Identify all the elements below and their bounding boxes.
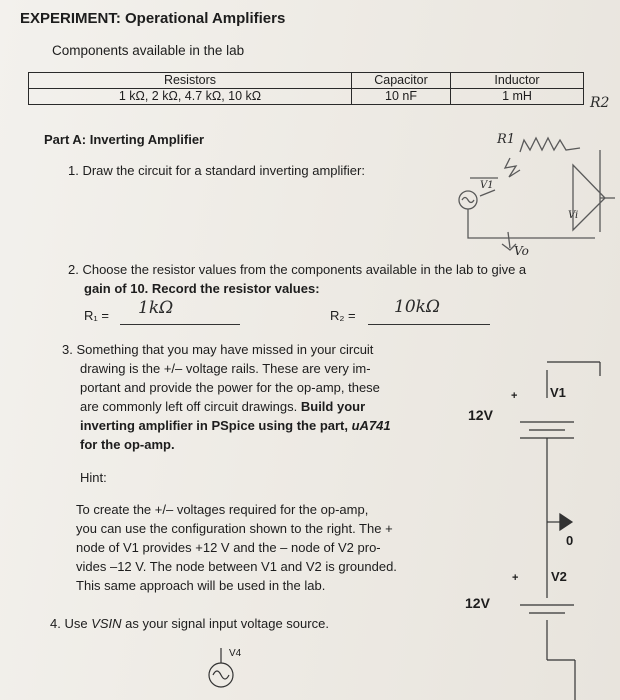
question-3-line: are commonly left off circuit drawings. Build your xyxy=(80,399,366,414)
v2-voltage: 12V xyxy=(465,595,490,611)
hint-text xyxy=(76,500,397,595)
v2-plus-sign: + xyxy=(512,572,519,584)
sketch-label-v1: V1 xyxy=(480,180,494,191)
question-3-line: 3. Something that you may have missed in your circuit xyxy=(62,342,374,357)
r2-label: R₂ = xyxy=(330,308,356,323)
sketch-label-r1: R1 xyxy=(497,132,516,147)
table-cell: 1 mH xyxy=(451,89,584,105)
sketch-label-vi: Vi xyxy=(568,210,579,221)
page-title: EXPERIMENT: Operational Amplifiers xyxy=(20,10,286,27)
hint-line: you can use the configuration shown to the right. The + xyxy=(76,521,393,536)
sketch-r1-resistor xyxy=(505,158,520,177)
question-3-bold-line: for the op-amp. xyxy=(80,437,175,452)
table-cell: 1 kΩ, 2 kΩ, 4.7 kΩ, 10 kΩ xyxy=(29,89,352,105)
r1-label: R₁ = xyxy=(84,308,109,323)
table-cell: 10 nF xyxy=(352,89,451,105)
table-header: Inductor xyxy=(451,73,584,89)
sketch-r2-resistor xyxy=(520,138,580,152)
sketch-label-vo: Vo xyxy=(514,244,529,258)
question-4: 4. Use VSIN as your signal input voltage source. xyxy=(50,616,329,631)
v1-label: V1 xyxy=(550,385,566,400)
r1-value: 1kΩ xyxy=(138,298,174,318)
sine-wave-icon xyxy=(213,671,229,679)
question-3-line: drawing is the +/– voltage rails. These are very im- xyxy=(80,361,371,376)
hint-label: Hint: xyxy=(80,470,107,485)
hint-line: This same approach will be used in the lab. xyxy=(76,578,326,593)
table-header: Capacitor xyxy=(352,73,451,89)
ground-icon xyxy=(560,514,572,530)
page-subtitle: Components available in the lab xyxy=(52,43,245,58)
question-2-line-1: 2. Choose the resistor values from the components available in the lab to give a xyxy=(68,262,527,277)
ground-node-label: 0 xyxy=(566,533,574,548)
hint-line: node of V1 provides +12 V and the – node of V2 pro- xyxy=(76,540,381,555)
question-3-line: portant and provide the power for the op-amp, these xyxy=(80,380,380,395)
table-header: Resistors xyxy=(29,73,352,89)
question-3 xyxy=(62,340,391,454)
v1-voltage: 12V xyxy=(468,407,493,423)
section-title: Part A: Inverting Amplifier xyxy=(44,132,205,147)
v1-plus-sign: + xyxy=(511,390,518,402)
sketch-label-r2: R2 xyxy=(590,95,610,111)
question-1: 1. Draw the circuit for a standard inverting amplifier: xyxy=(68,163,365,178)
vsin-label: V4 xyxy=(229,648,242,659)
v2-label: V2 xyxy=(551,569,567,584)
hint-line: vides –12 V. The node between V1 and V2 is grounded. xyxy=(76,559,397,574)
question-3-bold-line: inverting amplifier in PSpice using the part, uA741 xyxy=(80,418,391,433)
question-2-line-2: gain of 10. Record the resistor values: xyxy=(84,281,320,296)
hint-line: To create the +/– voltages required for the op-amp, xyxy=(76,502,369,517)
r2-value: 10kΩ xyxy=(394,297,441,317)
